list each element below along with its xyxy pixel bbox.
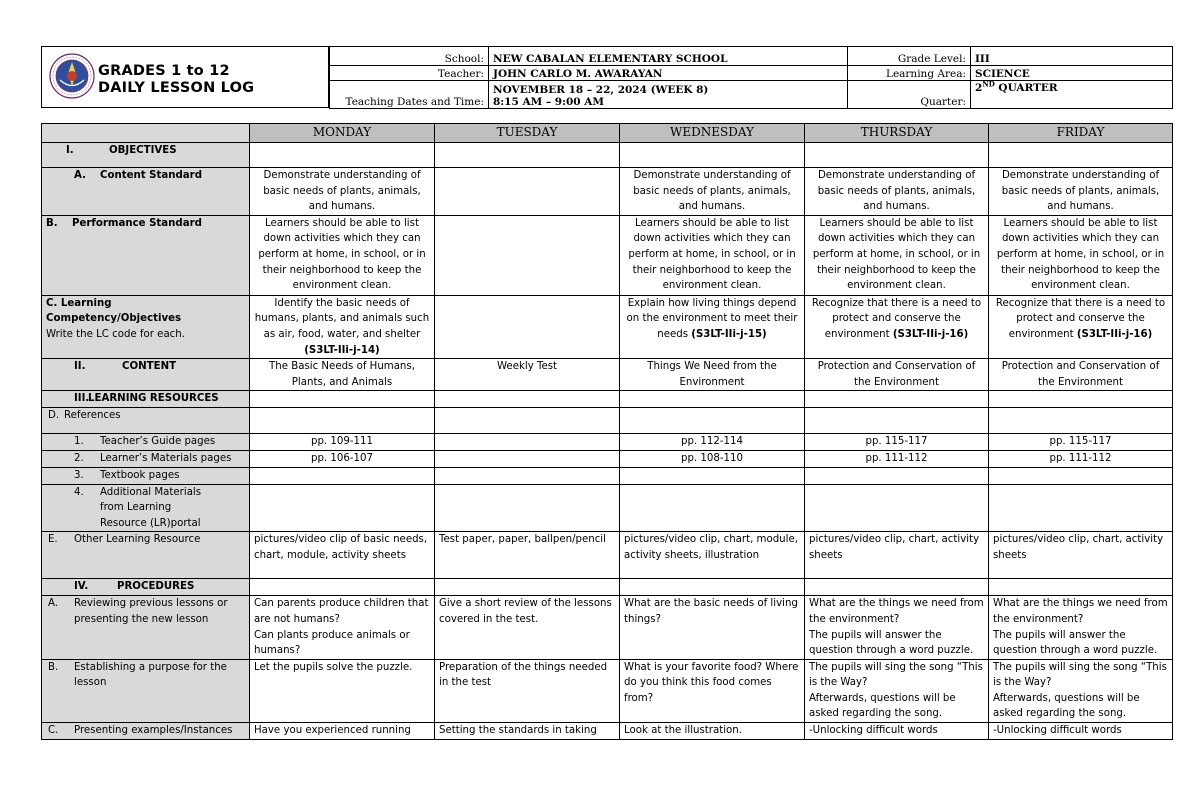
corner-cell	[42, 124, 250, 143]
purpose-mon: Let the pupils solve the puzzle.	[250, 659, 435, 722]
lm-pages-row	[42, 450, 1173, 467]
presenting-mon: Have you experienced running	[250, 723, 435, 740]
grade-value: III	[971, 47, 1173, 66]
presenting-wed: Look at the illustration.	[620, 723, 805, 740]
competency-wed: Explain how living things depend on the environment to meet their needs (S3LT-IIi-j-15)	[620, 295, 805, 358]
references-row	[42, 407, 1173, 433]
review-row	[42, 596, 1173, 659]
area-value: SCIENCE	[971, 66, 1173, 81]
objectives-label: I. OBJECTIVES	[42, 143, 250, 168]
teacher-label: Teacher:	[330, 66, 489, 81]
header-title-box	[41, 46, 329, 108]
day-wednesday: WEDNESDAY	[620, 124, 805, 143]
lm-pages-label: 2. Learner’s Materials pages	[42, 450, 250, 467]
presenting-label: C. Presenting examples/Instances	[42, 723, 250, 740]
content-mon: The Basic Needs of Humans, Plants, and Animals	[250, 359, 435, 391]
objectives-row	[42, 143, 1173, 168]
content-tue: Weekly Test	[435, 359, 620, 391]
teacher-value: JOHN CARLO M. AWARAYAN	[489, 66, 848, 81]
tg-pages-row	[42, 433, 1173, 450]
lm-pages-tue	[435, 450, 620, 467]
content-standard-fri: Demonstrate understanding of basic needs of plants, animals, and humans.	[989, 168, 1173, 216]
quarter-label: Quarter:	[848, 81, 971, 109]
lm-pages-wed: pp. 108-110	[620, 450, 805, 467]
procedures-row	[42, 579, 1173, 596]
lm-pages-mon: pp. 106-107	[250, 450, 435, 467]
content-standard-wed: Demonstrate understanding of basic needs of plants, animals, and humans.	[620, 168, 805, 216]
competency-row	[42, 295, 1173, 358]
performance-standard-row	[42, 215, 1173, 295]
references-label: D. References	[42, 407, 250, 433]
dates-line2: 8:15 AM – 9:00 AM	[493, 96, 604, 108]
competency-mon: Identify the basic needs of humans, plants, and animals such as air, food, water, and shelter (S3LT-IIi-j-14)	[250, 295, 435, 358]
tg-pages-wed: pp. 112-114	[620, 433, 805, 450]
dates-line1: NOVEMBER 18 – 22, 2024 (WEEK 8)	[493, 84, 709, 96]
presenting-thu: -Unlocking difficult words	[805, 723, 989, 740]
dates-value	[489, 81, 848, 109]
performance-standard-tue	[435, 215, 620, 295]
review-mon: Can parents produce children that are not humans? Can plants produce animals or humans?	[250, 596, 435, 659]
area-label: Learning Area:	[848, 66, 971, 81]
tg-pages-fri: pp. 115-117	[989, 433, 1173, 450]
presenting-tue: Setting the standards in taking	[435, 723, 620, 740]
form-title-line1: GRADES 1 to 12	[98, 63, 230, 79]
presenting-fri: -Unlocking difficult words	[989, 723, 1173, 740]
purpose-thu: The pupils will sing the song “This is the Way? Afterwards, questions will be asked regarding the song.	[805, 659, 989, 722]
competency-fri: Recognize that there is a need to protect and conserve the environment (S3LT-IIi-j-16)	[989, 295, 1173, 358]
content-row	[42, 359, 1173, 391]
day-thursday: THURSDAY	[805, 124, 989, 143]
content-standard-tue	[435, 168, 620, 216]
day-monday: MONDAY	[250, 124, 435, 143]
quarter-value: 2ND QUARTER	[971, 81, 1173, 109]
additional-materials-row	[42, 484, 1173, 532]
review-fri: What are the things we need from the environment? The pupils will answer the question through a word puzzle.	[989, 596, 1173, 659]
purpose-fri: The pupils will sing the song “This is the Way? Afterwards, questions will be asked regarding the song.	[989, 659, 1173, 722]
content-fri: Protection and Conservation of the Environment	[989, 359, 1173, 391]
content-label: II. CONTENT	[42, 359, 250, 391]
competency-thu: Recognize that there is a need to protect and conserve the environment (S3LT-IIi-j-16)	[805, 295, 989, 358]
other-resources-thu: pictures/video clip, chart, activity sheets	[805, 532, 989, 579]
content-standard-label: A. Content Standard	[42, 168, 250, 216]
performance-standard-fri: Learners should be able to list down activities which they can perform at home, in school, or in their neighborhood to keep the environment clean.	[989, 215, 1173, 295]
days-header-row	[42, 124, 1173, 143]
tg-pages-thu: pp. 115-117	[805, 433, 989, 450]
day-friday: FRIDAY	[989, 124, 1173, 143]
review-label: A. Reviewing previous lessons or presenting the new lesson	[42, 596, 250, 659]
performance-standard-thu: Learners should be able to list down activities which they can perform at home, in school, or in their neighborhood to keep the environment clean.	[805, 215, 989, 295]
textbook-pages-label: 3. Textbook pages	[42, 467, 250, 484]
competency-note: Write the LC code for each.	[46, 328, 185, 340]
content-standard-mon: Demonstrate understanding of basic needs of plants, animals, and humans.	[250, 168, 435, 216]
school-label: School:	[330, 47, 489, 66]
daily-lesson-log-table	[41, 123, 1173, 740]
tg-pages-tue	[435, 433, 620, 450]
purpose-label: B. Establishing a purpose for the lesson	[42, 659, 250, 722]
other-resources-wed: pictures/video clip, chart, module, activity sheets, illustration	[620, 532, 805, 579]
additional-materials-label: 4. Additional Materials from Learning Resource (LR)portal	[42, 484, 250, 532]
performance-standard-label: B. Performance Standard	[42, 215, 250, 295]
deped-seal-icon	[49, 53, 95, 99]
day-tuesday: TUESDAY	[435, 124, 620, 143]
tg-pages-label: 1. Teacher’s Guide pages	[42, 433, 250, 450]
content-thu: Protection and Conservation of the Environment	[805, 359, 989, 391]
other-resources-mon: pictures/video clip of basic needs, chart, module, activity sheets	[250, 532, 435, 579]
lm-pages-thu: pp. 111-112	[805, 450, 989, 467]
purpose-tue: Preparation of the things needed in the test	[435, 659, 620, 722]
other-resources-label: E. Other Learning Resource	[42, 532, 250, 579]
school-value: NEW CABALAN ELEMENTARY SCHOOL	[489, 47, 848, 66]
resources-row	[42, 391, 1173, 408]
resources-label: III. LEARNING RESOURCES	[42, 391, 250, 408]
performance-standard-mon: Learners should be able to list down activities which they can perform at home, in school, or in their neighborhood to keep the environment clean.	[250, 215, 435, 295]
dates-label: Teaching Dates and Time:	[330, 81, 489, 109]
procedures-label: IV. PROCEDURES	[42, 579, 250, 596]
content-standard-row	[42, 168, 1173, 216]
performance-standard-wed: Learners should be able to list down activities which they can perform at home, in school, or in their neighborhood to keep the environment clean.	[620, 215, 805, 295]
purpose-wed: What is your favorite food? Where do you think this food comes from?	[620, 659, 805, 722]
header-info-table	[329, 46, 1173, 109]
review-thu: What are the things we need from the environment? The pupils will answer the question through a word puzzle.	[805, 596, 989, 659]
form-title-line2: DAILY LESSON LOG	[98, 80, 255, 96]
grade-label: Grade Level:	[848, 47, 971, 66]
lm-pages-fri: pp. 111-112	[989, 450, 1173, 467]
other-resources-row	[42, 532, 1173, 579]
tg-pages-mon: pp. 109-111	[250, 433, 435, 450]
presenting-row	[42, 723, 1173, 740]
competency-label: C. Learning Competency/Objectives Write the LC code for each.	[42, 295, 250, 358]
competency-tue	[435, 295, 620, 358]
textbook-pages-row	[42, 467, 1173, 484]
review-tue: Give a short review of the lessons covered in the test.	[435, 596, 620, 659]
review-wed: What are the basic needs of living things?	[620, 596, 805, 659]
content-wed: Things We Need from the Environment	[620, 359, 805, 391]
content-standard-thu: Demonstrate understanding of basic needs of plants, animals, and humans.	[805, 168, 989, 216]
other-resources-fri: pictures/video clip, chart, activity sheets	[989, 532, 1173, 579]
other-resources-tue: Test paper, paper, ballpen/pencil	[435, 532, 620, 579]
purpose-row	[42, 659, 1173, 722]
